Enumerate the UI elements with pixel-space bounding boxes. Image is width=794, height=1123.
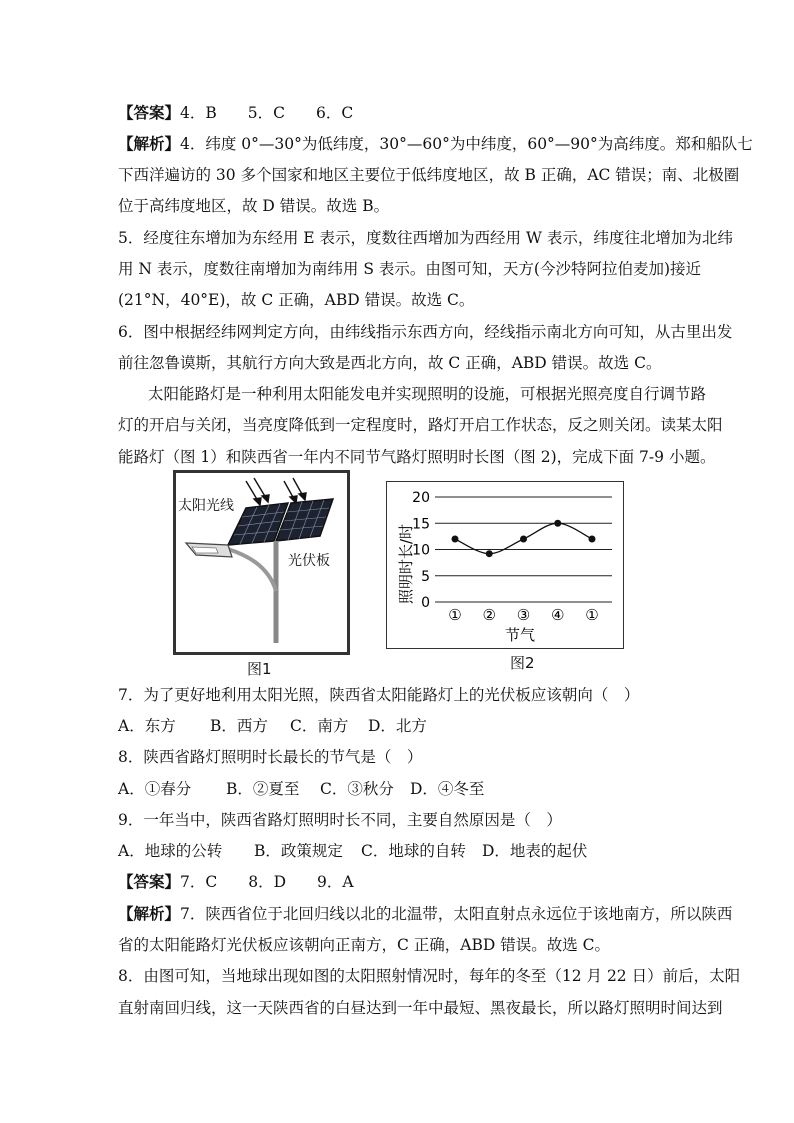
x-tick-label: ③ [516,606,531,624]
analysis-line: (21°N，40°E)，故 C 正确，ABD 错误。故选 C。 [118,291,475,309]
answer-text: 7．C 8．D 9．A [180,873,354,891]
answer-label: 【答案】 [118,872,181,891]
analysis-text: 4．纬度 0°—30°为低纬度，30°—60°为中纬度，60°—90°为高纬度。郑和船队七 [180,135,753,153]
analysis-line: 5．经度往东增加为东经用 E 表示，度数往西增加为西经用 W 表示，纬度往北增加为北纬 [118,229,733,247]
sunlight-label: 太阳光线 [178,498,234,514]
data-point [554,520,561,527]
y-axis-label: 照明时长/时 [397,523,415,605]
analysis-line: 8．由图可知，当地球出现如图的太阳照射情况时，每年的冬至（12 月 22 日）前后，太阳 [118,967,741,985]
answer-line-2 [118,872,354,892]
option-c[interactable]: C．③秋分 [320,780,394,798]
analysis-line: 下西洋遍访的 30 多个国家和地区主要位于低纬度地区，故 B 正确，AC 错误；南、北极圈 [118,166,740,184]
option-b[interactable]: B．政策规定 [254,842,343,860]
y-tick-label: 15 [412,516,430,533]
lamp-pole-icon [186,541,276,643]
analysis-line: 6．图中根据经纬网判定方向，由纬线指示东西方向，经线指示南北方向可知，从古里出发 [118,323,733,341]
x-tick-label: ① [585,606,599,624]
figure-solar-street-lamp [173,470,350,655]
analysis-line: 用 N 表示，度数往南增加为南纬用 S 表示。由图可知，天方(今沙特阿拉伯麦加)接近 [118,260,701,278]
analysis-line: 直射南回归线，这一天陕西省的白昼达到一年中最短、黑夜最长，所以路灯照明时间达到 [118,999,723,1017]
x-tick-label: ① [448,606,462,624]
answer-label: 【答案】 [118,103,181,122]
y-tick-label: 0 [421,595,430,611]
question-8-options [118,779,484,799]
intro-paragraph: 能路灯（图 1）和陕西省一年内不同节气路灯照明时长图（图 2)，完成下面 7-9 小题。 [118,448,716,466]
analysis-line [118,904,732,924]
answer-line-1 [118,103,353,123]
analysis-line: 省的太阳能路灯光伏板应该朝向正南方，C 正确，ABD 错误。故选 C。 [118,936,611,954]
answer-text: 4．B 5．C 6．C [180,104,354,122]
option-d[interactable]: D．④冬至 [410,780,485,798]
analysis-text: 7．陕西省位于北回归线以北的北温带，太阳直射点永远位于该地南方，所以陕西 [180,905,733,923]
option-c[interactable]: C．南方 [290,717,349,735]
analysis-label: 【解析】 [118,904,181,923]
x-tick-label: ② [482,606,496,624]
intro-paragraph: 灯的开启与关闭，当亮度降低到一定程度时，路灯开启工作状态，反之则关闭。读某太阳 [118,416,723,434]
x-tick-label: ④ [551,606,565,624]
option-a[interactable]: A．地球的公转 [118,842,223,860]
figure-lighting-hours-chart [386,481,624,649]
option-b[interactable]: B．西方 [210,717,268,735]
pv-panel-label: 光伏板 [288,553,330,569]
sunlight-arrows-icon [246,478,306,505]
question-7-options [118,716,427,736]
figure2-caption: 图2 [510,654,535,672]
data-point [486,550,493,557]
analysis-label: 【解析】 [118,134,181,153]
solar-panel-icon [228,499,333,545]
option-a[interactable]: A．东方 [118,717,176,735]
analysis-line [118,134,753,154]
lighting-hours-chart [387,482,622,647]
option-c[interactable]: C．地球的自转 [361,842,466,860]
option-a[interactable]: A．①春分 [118,780,192,798]
analysis-line: 前往忽鲁谟斯，其航行方向大致是西北方向，故 C 正确，ABD 错误。故选 C。 [118,354,662,372]
y-tick-label: 20 [412,490,430,506]
question-9-options [118,841,587,861]
data-point [520,536,527,543]
option-d[interactable]: D．地表的起伏 [482,842,588,860]
analysis-line: 位于高纬度地区，故 D 错误。故选 B。 [118,197,390,215]
data-point [589,536,596,543]
data-point [452,536,459,543]
question-7-stem: 7．为了更好地利用太阳光照，陕西省太阳能路灯上的光伏板应该朝向（ ） [118,686,640,704]
x-axis-label: 节气 [504,626,536,644]
option-b[interactable]: B．②夏至 [226,780,300,798]
option-d[interactable]: D．北方 [368,717,427,735]
intro-paragraph: 太阳能路灯是一种利用太阳能发电并实现照明的设施，可根据光照亮度自行调节路 [148,385,707,403]
question-8-stem: 8．陕西省路灯照明时长最长的节气是（ ） [118,748,423,766]
y-tick-label: 5 [421,568,430,585]
figure1-caption: 图1 [247,660,272,678]
y-tick-label: 10 [412,542,430,559]
question-9-stem: 9．一年当中，陕西省路灯照明时长不同，主要自然原因是（ ） [118,811,562,829]
